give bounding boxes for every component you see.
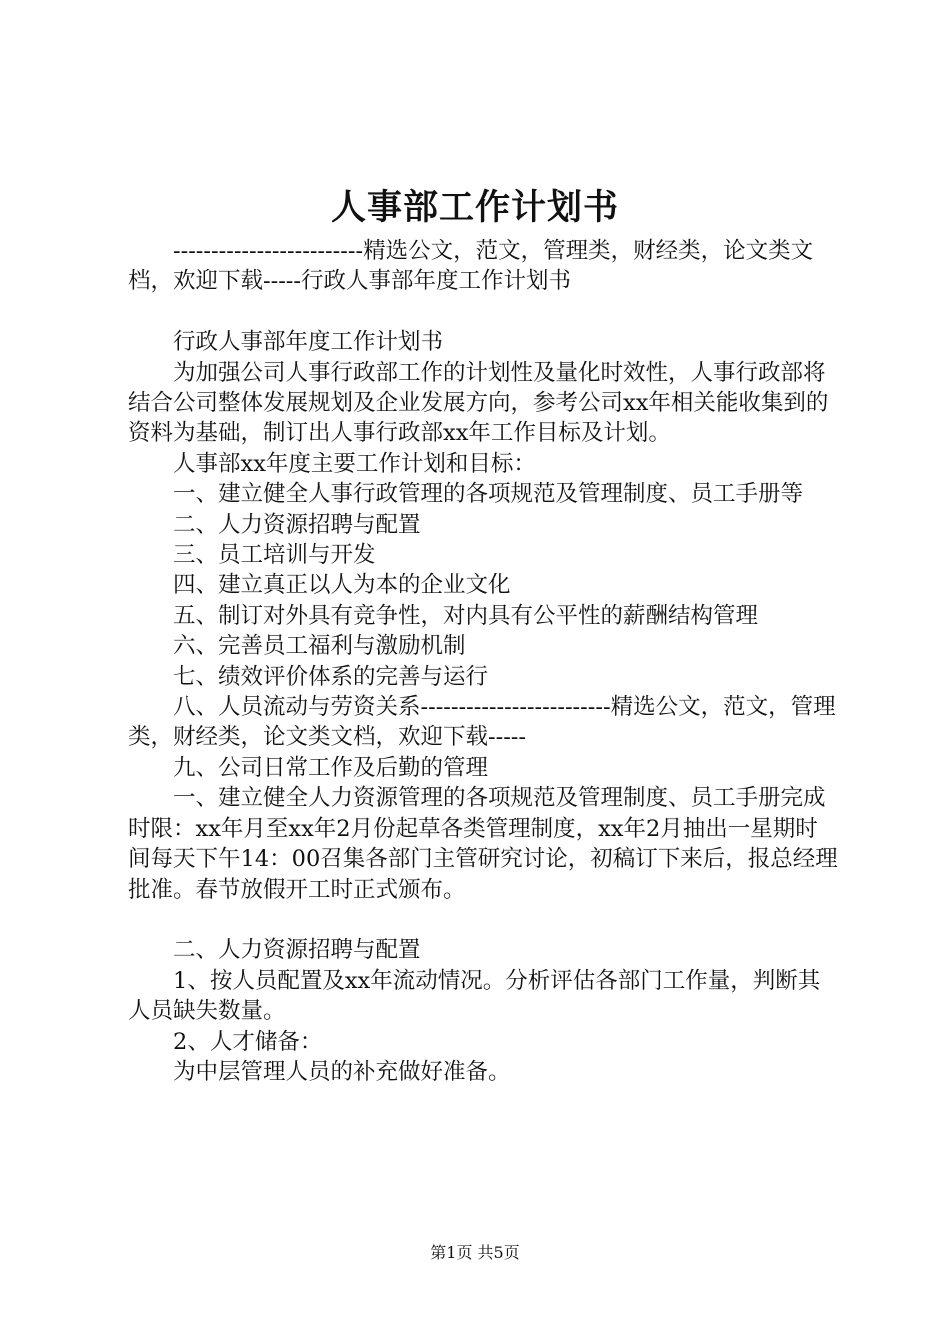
paragraph-intro: 为加强公司人事行政部工作的计划性及量化时效性，人事行政部将结合公司整体发展规划及企业发展方向，参考公司xx年相关能收集到的资料为基础，制订出人事行政部xx年工作目标及计划。 [128,359,829,447]
paragraph-item-8: 八、人员流动与劳资关系-------------------------精选公文，范文，管理类，财经类，论文类文档，欢迎下载----- [128,694,836,751]
paragraph-plan-heading: 人事部xx年度主要工作计划和目标： [173,450,536,477]
paragraph-item-6: 六、完善员工福利与激励机制 [173,633,466,660]
paragraph-item-9: 九、公司日常工作及后勤的管理 [173,754,489,781]
paragraph-item-4: 四、建立真正以人为本的企业文化 [173,572,511,599]
paragraph-header-banner: -------------------------精选公文，范文，管理类，财经类，论文类文档，欢迎下载-----行政人事部年度工作计划书 [128,238,814,295]
paragraph-item-1: 一、建立健全人事行政管理的各项规范及管理制度、员工手册等 [173,481,804,508]
paragraph-item-3: 三、员工培训与开发 [173,542,376,569]
document-body [128,236,838,1087]
paragraph-section-2-point-2: 2、人才储备： [173,1028,323,1055]
paragraph-subtitle: 行政人事部年度工作计划书 [173,329,444,356]
paragraph-item-5: 五、制订对外具有竞争性，对内具有公平性的薪酬结构管理 [173,602,759,629]
blank-line [128,297,838,327]
paragraph-section-2-heading: 二、人力资源招聘与配置 [173,937,421,964]
paragraph-item-7: 七、绩效评价体系的完善与运行 [173,663,489,690]
paragraph-item-2: 二、人力资源招聘与配置 [173,511,421,538]
paragraph-section-2-point-1: 1、按人员配置及xx年流动情况。分析评估各部门工作量，判断其人员缺失数量。 [128,967,821,1025]
document-title: 人事部工作计划书 [330,187,619,228]
paragraph-section-1-detail: 一、建立健全人力资源管理的各项规范及管理制度、员工手册完成时限：xx年月至xx年2月份起草各类管理制度，xx年2月抽出一星期时间每天下午14：00召集各部门主管研究讨论，初稿订下来后，报总经理批准。春节放假开工时正式颁布。 [128,785,838,903]
paragraph-section-2-point-2-detail: 为中层管理人员的补充做好准备。 [173,1058,511,1085]
blank-line [128,905,838,935]
page-footer: 第1页 共5页 [430,1243,520,1262]
